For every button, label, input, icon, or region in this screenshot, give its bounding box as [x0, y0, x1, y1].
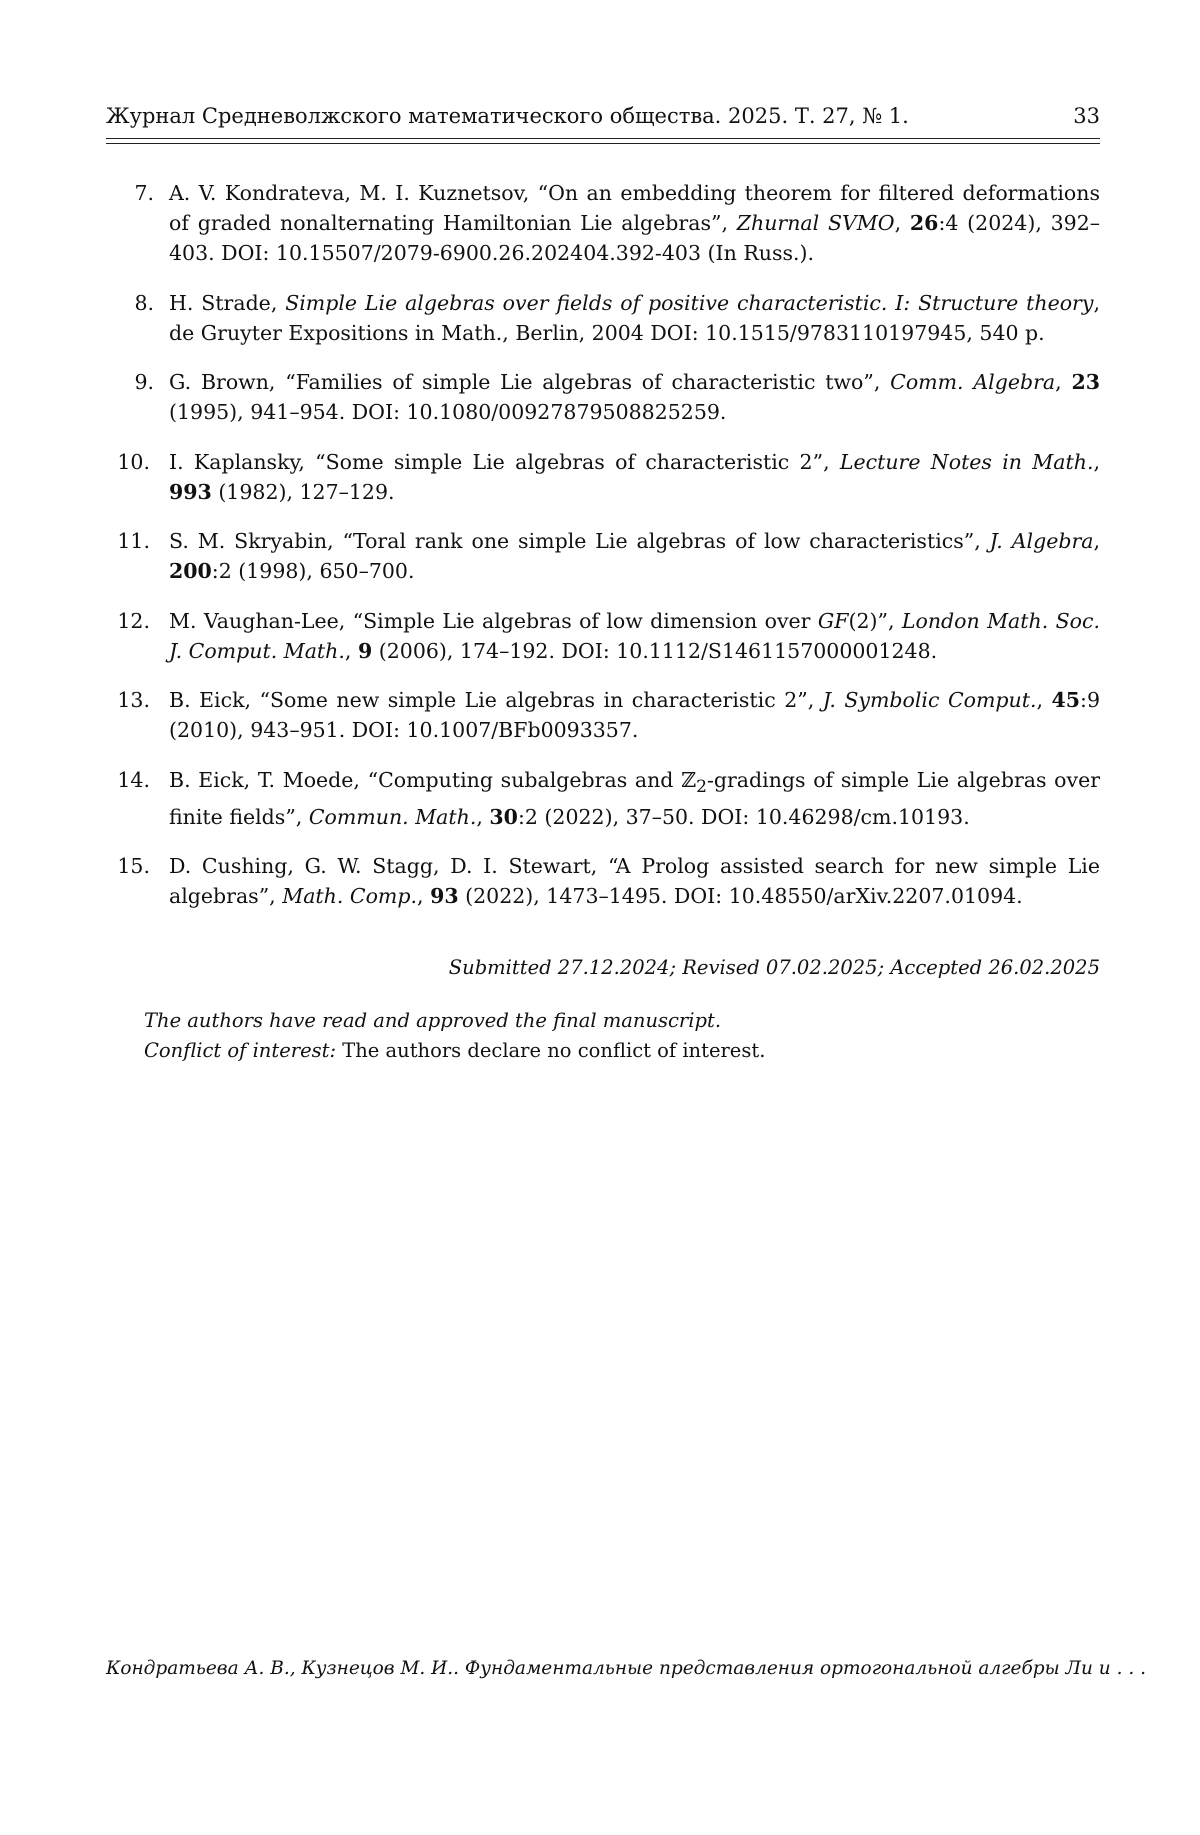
journal-title: Журнал Средневолжского математического общества. 2025. Т. 27, № 1. [106, 104, 909, 128]
reference-text [169, 291, 1100, 345]
reference-item [120, 288, 1100, 348]
submission-dates: Submitted 27.12.2024; Revised 07.02.2025; Accepted 26.02.2025 [448, 956, 1100, 979]
reference-segment: S. M. Skryabin, “Toral rank one simple Lie algebras of low characteristics”, [169, 529, 990, 553]
reference-item [117, 851, 1100, 911]
reference-text [169, 370, 1100, 424]
reference-number: 13. [117, 688, 150, 712]
conflict-note [144, 1036, 765, 1066]
reference-segment: G. Brown, “Families of simple Lie algebras of characteristic two”, [169, 370, 891, 394]
reference-segment: (2022), 1473–1495. DOI: 10.48550/arXiv.2207.01094. [458, 884, 1023, 909]
reference-segment: 30 [489, 804, 518, 829]
reference-item [117, 526, 1100, 586]
reference-number: 9. [134, 370, 154, 394]
page-number: 33 [1073, 104, 1100, 128]
reference-segment: London Math. Soc. J. Comput. Math. [169, 608, 1100, 663]
reference-segment: Simple Lie algebras over fields of positive characteristic. I: Structure theory [285, 290, 1094, 315]
reference-item [117, 765, 1101, 832]
reference-segment: , [1036, 688, 1052, 712]
header-rule [106, 138, 1100, 139]
reference-text [169, 181, 1100, 265]
reference-text [169, 768, 1100, 829]
reference-segment: 2 [696, 776, 707, 797]
reference-text [169, 688, 1100, 742]
reference-segment: H. Strade, [169, 290, 286, 315]
reference-segment: 93 [430, 884, 459, 909]
reference-segment: M. Vaughan-Lee, “Simple Lie algebras of low dimension over [169, 608, 818, 633]
conflict-label: Conflict of interest: [144, 1039, 337, 1062]
running-footer: Кондратьева А. В., Кузнецов М. И.. Фундаментальные представления ортогональной алгебры Ли и . . . [106, 1658, 1146, 1679]
reference-segment: , [1055, 370, 1072, 394]
reference-list [117, 178, 1101, 931]
reference-text [169, 529, 1100, 583]
conflict-text: The authors declare no conflict of interest. [336, 1039, 766, 1062]
reference-segment: , [344, 638, 358, 663]
reference-segment: :4 (2024), 392–403. DOI: 10.15507/2079-6900.26.202404.392-403 (In Russ.). [169, 211, 1100, 265]
reference-segment: I. Kaplansky, “Some simple Lie algebras of characteristic 2”, [169, 449, 840, 474]
reference-segment: :2 (1998), 650–700. [211, 559, 415, 583]
reference-segment: 200 [169, 559, 212, 583]
reference-segment: (2006), 174–192. DOI: 10.1112/S1461157000001248. [372, 638, 938, 663]
reference-segment: Comm. Algebra [890, 370, 1056, 394]
running-header [106, 104, 1100, 138]
reference-segment: Math. Comp. [282, 884, 418, 909]
reference-segment: GF [817, 608, 849, 633]
reference-segment: , [417, 884, 431, 909]
reference-item [120, 178, 1100, 268]
header-rule-thin [106, 143, 1100, 144]
reference-number: 10. [117, 449, 150, 474]
reference-text [169, 854, 1100, 908]
reference-segment: , [476, 804, 490, 829]
reference-segment: Zhurnal SVMO [736, 211, 895, 235]
reference-segment: Lecture Notes in Math. [839, 449, 1094, 474]
reference-number: 7. [134, 181, 154, 205]
reference-segment: (1995), 941–954. DOI: 10.1080/00927879508825259. [169, 400, 727, 424]
author-notes [144, 1006, 765, 1066]
approval-note: The authors have read and approved the final manuscript. [144, 1009, 722, 1032]
reference-segment: :9 (2010), 943–951. DOI: 10.1007/BFb0093357. [169, 688, 1100, 742]
reference-segment: D. Cushing, G. W. Stagg, D. I. Stewart, “A Prolog assisted search for new simple Lie algebras”, [169, 854, 1100, 909]
reference-segment: 26 [909, 211, 939, 235]
reference-segment: J. Algebra [989, 529, 1094, 553]
reference-segment: , de Gruyter Expositions in Math., Berlin, 2004 DOI: 10.1515/9783110197945, 540 p. [169, 290, 1100, 345]
reference-item [117, 606, 1100, 666]
reference-segment: Commun. Math. [308, 804, 477, 829]
reference-number: 12. [117, 608, 150, 633]
reference-segment: :2 (2022), 37–50. DOI: 10.46298/cm.10193. [517, 804, 970, 829]
reference-segment: (1982), 127–129. [211, 479, 395, 504]
reference-text [169, 609, 1100, 663]
reference-segment: , [894, 211, 910, 235]
reference-item [117, 447, 1101, 507]
reference-segment: 9 [357, 638, 373, 663]
reference-segment: B. Eick, “Some new simple Lie algebras in characteristic 2”, [169, 688, 823, 712]
reference-item [117, 685, 1100, 745]
reference-segment: J. Symbolic Comput. [822, 688, 1037, 712]
reference-segment: A. V. Kondrateva, M. I. Kuznetsov, “On an embedding theorem for filtered deformations of graded nonalternating Hamiltonian Lie algebras”, [169, 181, 1100, 235]
reference-segment: 45 [1051, 688, 1081, 712]
reference-number: 11. [117, 529, 150, 553]
reference-segment: 993 [169, 479, 212, 504]
reference-segment: -gradings of simple Lie algebras over finite fields”, [169, 767, 1101, 829]
reference-segment: , [1093, 529, 1100, 553]
reference-segment: (2)”, [848, 608, 902, 633]
reference-item [120, 367, 1100, 427]
reference-number: 14. [117, 767, 150, 792]
reference-segment: 23 [1071, 370, 1100, 394]
reference-number: 15. [117, 854, 150, 879]
reference-text [169, 450, 1100, 504]
reference-segment: , [1093, 449, 1101, 474]
reference-segment: B. Eick, T. Moede, “Computing subalgebras and ℤ [169, 767, 697, 792]
reference-number: 8. [134, 290, 154, 315]
